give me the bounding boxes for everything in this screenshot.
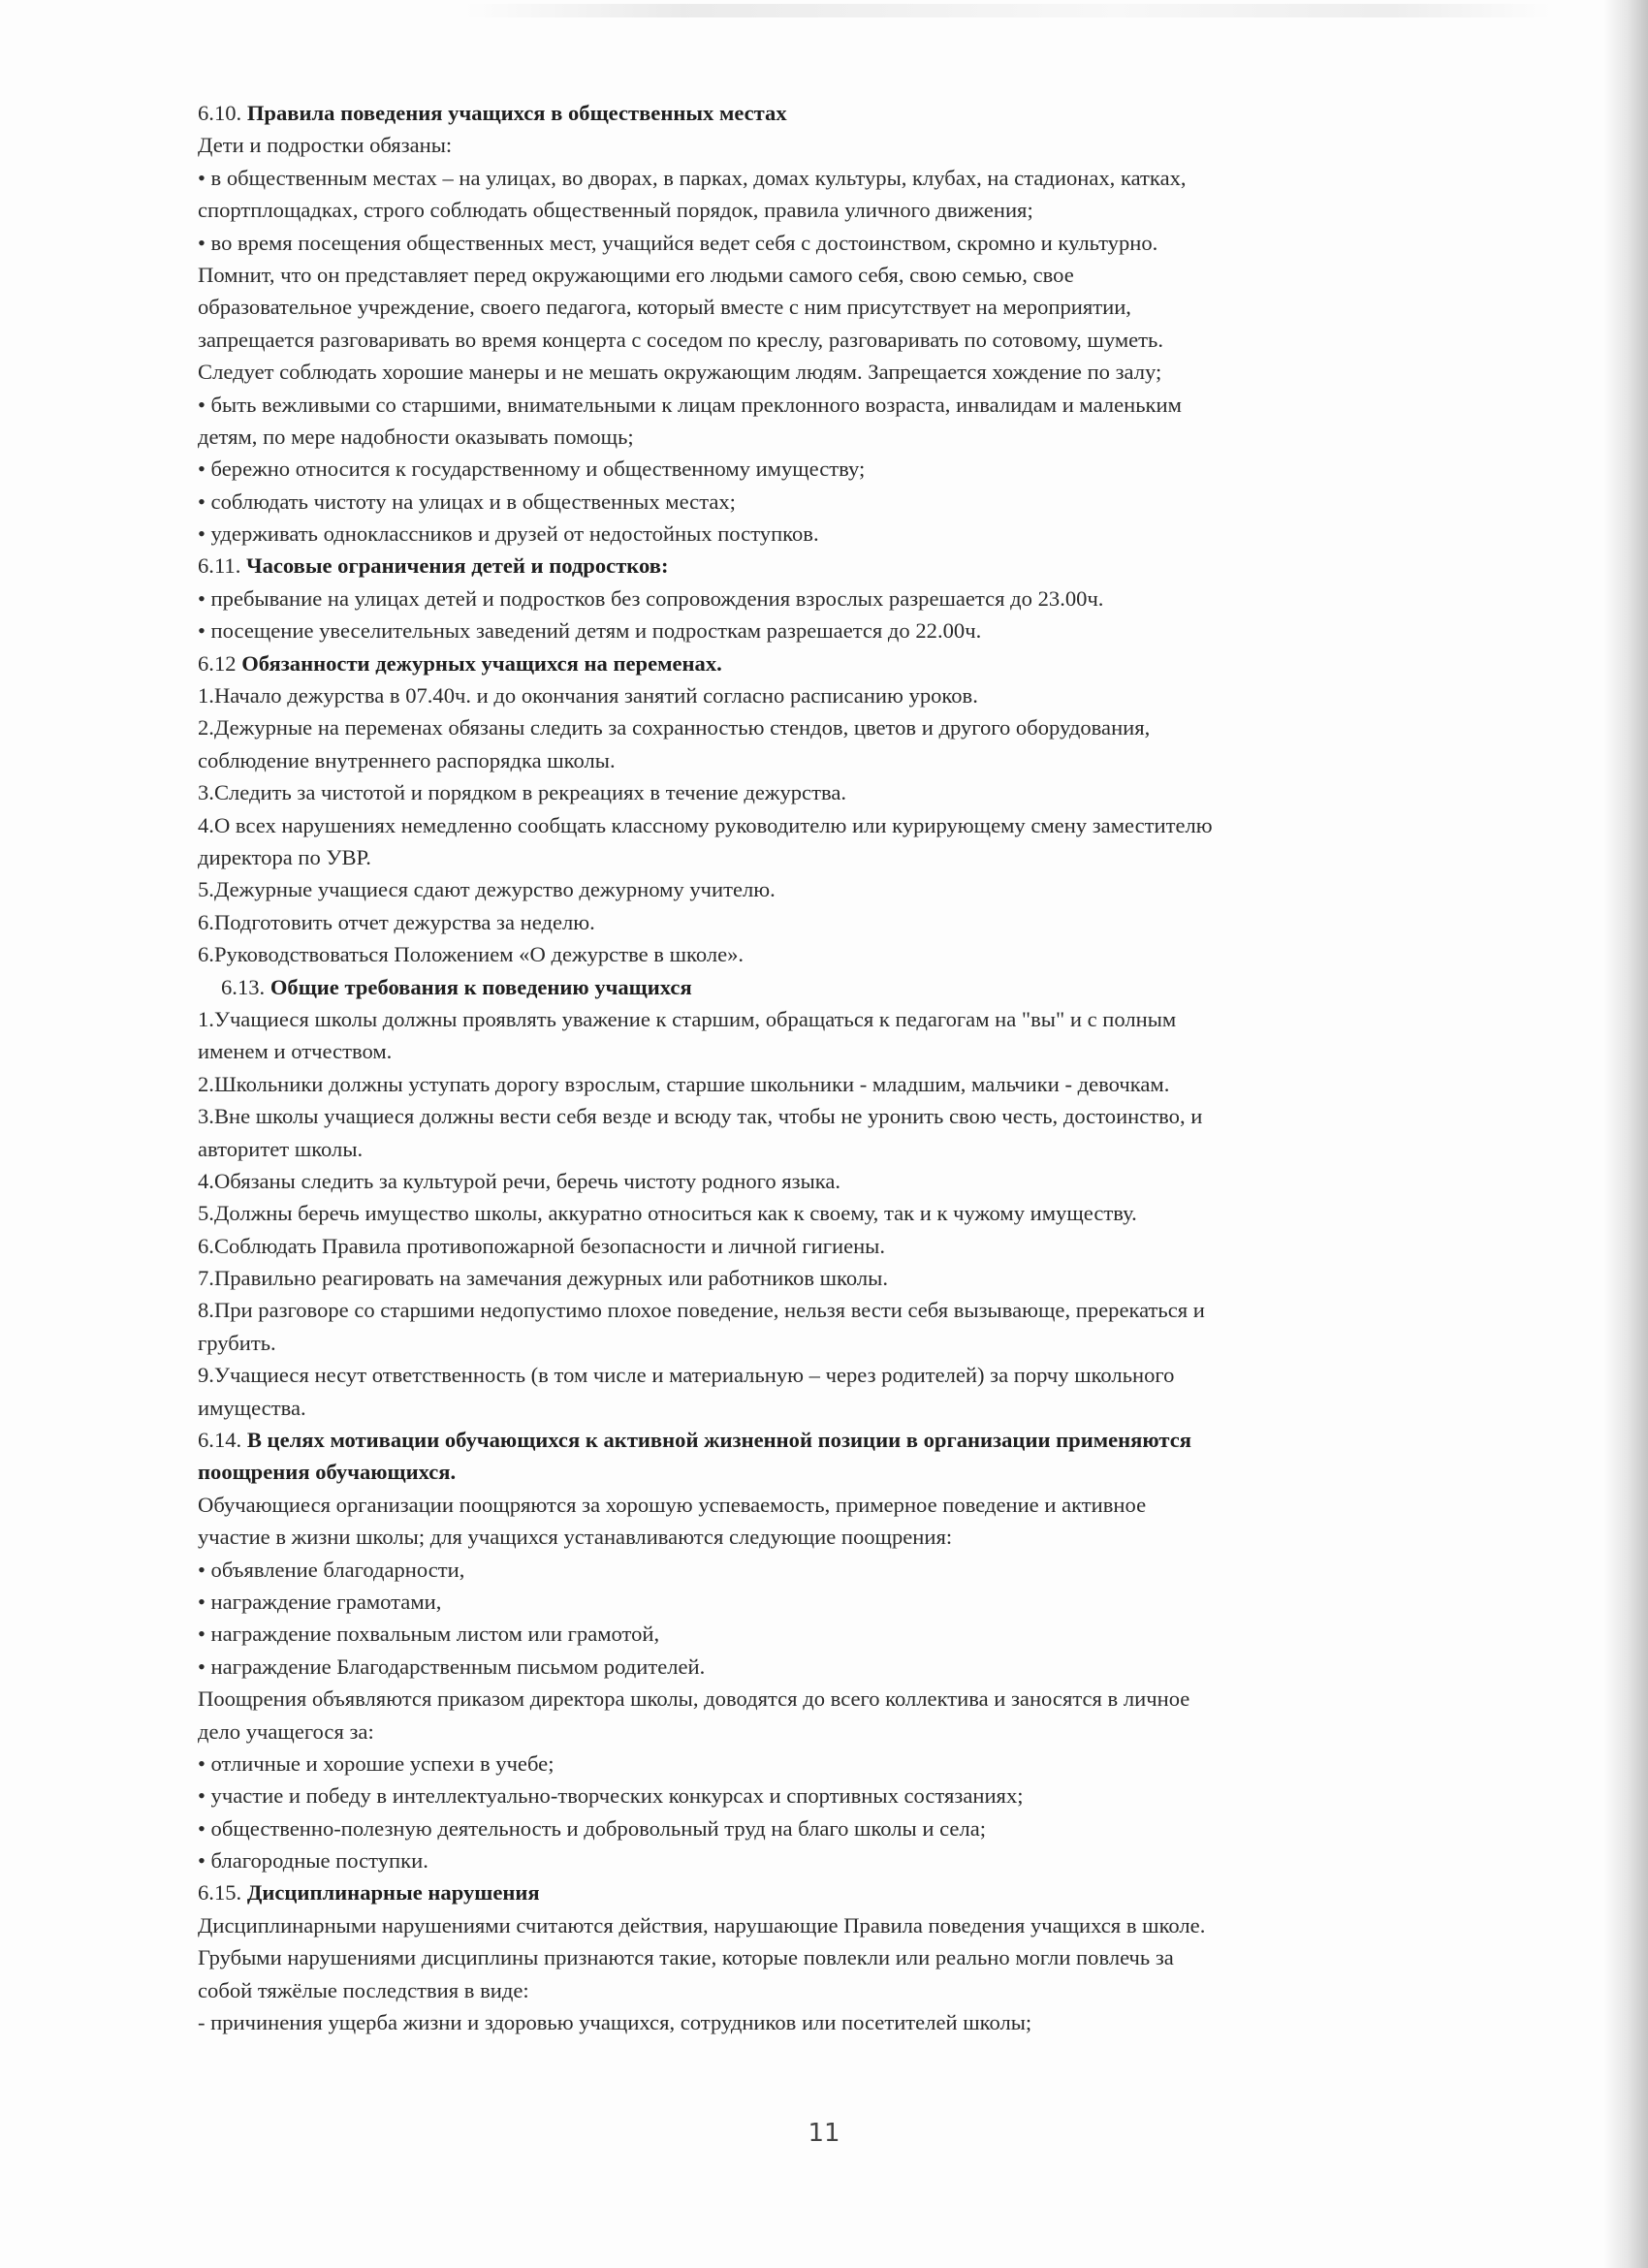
text-line bbox=[198, 1035, 1458, 1067]
line-text: • объявление благодарности, bbox=[198, 1557, 465, 1582]
text-line bbox=[198, 421, 1458, 453]
text-line bbox=[198, 1909, 1458, 1941]
line-text: спортплощадках, строго соблюдать общественный порядок, правила уличного движения; bbox=[198, 198, 1033, 223]
line-text: • участие и победу в интеллектуально-творческих конкурсах и спортивных состязаниях; bbox=[198, 1783, 1024, 1809]
section-heading bbox=[198, 1456, 1458, 1488]
line-text: • отличные и хорошие успехи в учебе; bbox=[198, 1750, 555, 1776]
line-text: грубить. bbox=[198, 1330, 276, 1355]
text-line bbox=[198, 129, 1458, 161]
page-edge-shadow bbox=[1603, 0, 1648, 2268]
line-text: • во время посещения общественных мест, учащийся ведет себя с достоинством, скромно и культурно. bbox=[198, 230, 1158, 255]
line-text: 4.Обязаны следить за культурой речи, беречь чистоту родного языка. bbox=[198, 1168, 841, 1193]
text-line bbox=[198, 291, 1458, 323]
line-text: • в общественным местах – на улицах, во дворах, в парках, домах культуры, клубах, на стадионах, катках, bbox=[198, 165, 1187, 190]
text-line bbox=[198, 809, 1458, 841]
section-title: Часовые ограничения детей и подростков: bbox=[246, 553, 669, 579]
line-text: директора по УВР. bbox=[198, 844, 371, 869]
section-title: Дисциплинарные нарушения bbox=[246, 1880, 540, 1906]
line-text: Грубыми нарушениями дисциплины признаются такие, которые повлекли или реально могли повлечь за bbox=[198, 1945, 1174, 1970]
line-text: собой тяжёлые последствия в виде: bbox=[198, 1977, 529, 2002]
document-body bbox=[198, 97, 1458, 2038]
section-heading bbox=[198, 1424, 1458, 1456]
text-line bbox=[198, 1068, 1458, 1100]
text-line bbox=[198, 1780, 1458, 1811]
text-line bbox=[198, 1392, 1458, 1424]
line-text: дело учащегося за: bbox=[198, 1718, 374, 1744]
text-line bbox=[198, 906, 1458, 938]
text-line bbox=[198, 356, 1458, 388]
section-heading bbox=[198, 1876, 1458, 1908]
line-text: Дети и подростки обязаны: bbox=[198, 133, 453, 158]
text-line bbox=[198, 1716, 1458, 1748]
line-text: 6.Соблюдать Правила противопожарной безопасности и личной гигиены. bbox=[198, 1233, 886, 1258]
text-line bbox=[198, 227, 1458, 259]
text-line bbox=[198, 1133, 1458, 1165]
text-line bbox=[198, 1327, 1458, 1359]
text-line bbox=[198, 1554, 1458, 1586]
section-title: Общие требования к поведению учащихся bbox=[269, 974, 692, 999]
line-text: 1.Начало дежурства в 07.40ч. и до окончания занятий согласно расписанию уроков. bbox=[198, 683, 978, 709]
text-line bbox=[198, 162, 1458, 194]
text-line bbox=[198, 1618, 1458, 1650]
text-line bbox=[198, 1165, 1458, 1197]
line-text: • соблюдать чистоту на улицах и в общественных местах; bbox=[198, 488, 736, 514]
text-line bbox=[198, 1489, 1458, 1521]
section-number: 6.10. bbox=[198, 101, 247, 125]
line-text: • удерживать одноклассников и друзей от недостойных поступков. bbox=[198, 521, 819, 547]
text-line bbox=[198, 194, 1458, 226]
scan-edge-marks bbox=[465, 4, 1551, 17]
text-line bbox=[198, 1748, 1458, 1780]
text-line bbox=[198, 324, 1458, 356]
section-heading bbox=[198, 550, 1458, 582]
text-line bbox=[198, 486, 1458, 518]
text-line bbox=[198, 1294, 1458, 1326]
text-line bbox=[198, 711, 1458, 743]
text-line bbox=[198, 1651, 1458, 1683]
text-line bbox=[198, 518, 1458, 550]
text-line bbox=[198, 389, 1458, 421]
text-line bbox=[198, 1812, 1458, 1844]
text-line bbox=[198, 744, 1458, 776]
line-text: 8.При разговоре со старшими недопустимо плохое поведение, нельзя вести себя вызывающе, пререкаться и bbox=[198, 1298, 1205, 1323]
section-number: 6.14. bbox=[198, 1428, 247, 1453]
line-text: участие в жизни школы; для учащихся устанавливаются следующие поощрения: bbox=[198, 1525, 953, 1550]
line-text: 7.Правильно реагировать на замечания дежурных или работников школы. bbox=[198, 1266, 888, 1291]
text-line bbox=[198, 1521, 1458, 1553]
text-line bbox=[198, 1359, 1458, 1391]
text-line bbox=[198, 938, 1458, 970]
line-text: 2.Школьники должны уступать дорогу взрослым, старшие школьники - младшим, мальчики - девочкам. bbox=[198, 1071, 1170, 1096]
text-line bbox=[198, 776, 1458, 808]
line-text: авторитет школы. bbox=[198, 1136, 364, 1161]
line-text: Дисциплинарными нарушениями считаются действия, нарушающие Правила поведения учащихся в школе. bbox=[198, 1912, 1206, 1937]
text-line bbox=[198, 614, 1458, 646]
line-text: • награждение Благодарственным письмом родителей. bbox=[198, 1654, 706, 1679]
text-line bbox=[198, 1683, 1458, 1715]
text-line bbox=[198, 453, 1458, 485]
line-text: • бережно относится к государственному и общественному имуществу; bbox=[198, 457, 866, 482]
section-heading bbox=[198, 97, 1458, 129]
line-text: имущества. bbox=[198, 1395, 306, 1420]
line-text: запрещается разговаривать во время концерта с соседом по креслу, разговаривать по сотовому, шуметь. bbox=[198, 327, 1163, 352]
section-title: Обязанности дежурных учащихся на переменах. bbox=[241, 650, 722, 676]
text-line bbox=[198, 1941, 1458, 1973]
line-text: 5.Должны беречь имущество школы, аккуратно относиться как к своему, так и к чужому имуществу. bbox=[198, 1201, 1137, 1226]
line-text: • быть вежливыми со старшими, внимательными к лицам преклонного возраста, инвалидам и маленьким bbox=[198, 392, 1182, 417]
text-line bbox=[198, 1100, 1458, 1132]
line-text: • пребывание на улицах детей и подростков без сопровождения взрослых разрешается до 23.00ч. bbox=[198, 585, 1104, 611]
section-heading bbox=[198, 971, 1458, 1003]
text-line bbox=[198, 1197, 1458, 1229]
text-line bbox=[198, 1262, 1458, 1294]
line-text: Помнит, что он представляет перед окружающими его людьми самого себя, свою семью, свое bbox=[198, 262, 1074, 287]
line-text: - причинения ущерба жизни и здоровью учащихся, сотрудников или посетителей школы; bbox=[198, 2010, 1032, 2035]
section-title: поощрения обучающихся. bbox=[198, 1460, 457, 1485]
line-text: • награждение грамотами, bbox=[198, 1589, 442, 1614]
text-line bbox=[198, 2006, 1458, 2038]
line-text: 2.Дежурные на переменах обязаны следить за сохранностью стендов, цветов и другого оборудования, bbox=[198, 715, 1151, 740]
text-line bbox=[198, 679, 1458, 711]
text-line bbox=[198, 1844, 1458, 1876]
text-line bbox=[198, 1003, 1458, 1035]
line-text: детям, по мере надобности оказывать помощь; bbox=[198, 424, 634, 449]
section-heading bbox=[198, 647, 1458, 679]
section-number: 6.12 bbox=[198, 650, 242, 676]
text-line bbox=[198, 259, 1458, 291]
line-text: 3.Вне школы учащиеся должны вести себя везде и всюду так, чтобы не уронить свою честь, достоинство, и bbox=[198, 1104, 1203, 1129]
text-line bbox=[198, 1230, 1458, 1262]
line-text: 5.Дежурные учащиеся сдают дежурство дежурному учителю. bbox=[198, 877, 776, 902]
line-text: Поощрения объявляются приказом директора школы, доводятся до всего коллектива и заносятся в личное bbox=[198, 1686, 1190, 1712]
line-text: соблюдение внутреннего распорядка школы. bbox=[198, 747, 616, 772]
section-number: 6.15. bbox=[198, 1880, 247, 1906]
line-text: образовательное учреждение, своего педагога, который вместе с ним присутствует на мероприятии, bbox=[198, 295, 1131, 320]
line-text: 4.О всех нарушениях немедленно сообщать классному руководителю или курирующему смену заместителю bbox=[198, 812, 1213, 837]
line-text: 6.Руководствоваться Положением «О дежурстве в школе». bbox=[198, 942, 745, 967]
section-number: 6.11. bbox=[198, 553, 246, 579]
line-text: 6.Подготовить отчет дежурства за неделю. bbox=[198, 909, 595, 934]
section-title: В целях мотивации обучающихся к активной жизненной позиции в организации применяются bbox=[246, 1428, 1191, 1453]
text-line bbox=[198, 841, 1458, 873]
text-line bbox=[198, 583, 1458, 614]
line-text: 1.Учащиеся школы должны проявлять уважение к старшим, обращаться к педагогам на "вы" и с полным bbox=[198, 1006, 1177, 1031]
section-number: 6.13. bbox=[221, 974, 270, 999]
line-text: именем и отчеством. bbox=[198, 1039, 393, 1064]
line-text: • посещение увеселительных заведений детям и подросткам разрешается до 22.00ч. bbox=[198, 618, 982, 644]
text-line bbox=[198, 1974, 1458, 2006]
line-text: • благородные поступки. bbox=[198, 1848, 428, 1874]
text-line bbox=[198, 1586, 1458, 1618]
section-title: Правила поведения учащихся в общественных местах bbox=[246, 101, 787, 125]
line-text: 3.Следить за чистотой и порядком в рекреациях в течение дежурства. bbox=[198, 780, 847, 805]
line-text: 9.Учащиеся несут ответственность (в том числе и материальную – через родителей) за порчу школьного bbox=[198, 1363, 1175, 1388]
line-text: Обучающиеся организации поощряются за хорошую успеваемость, примерное поведение и активное bbox=[198, 1492, 1147, 1517]
line-text: • награждение похвальным листом или грамотой, bbox=[198, 1622, 660, 1647]
text-line bbox=[198, 873, 1458, 905]
line-text: Следует соблюдать хорошие манеры и не мешать окружающим людям. Запрещается хождение по залу; bbox=[198, 360, 1162, 385]
page-number: 11 bbox=[808, 2119, 840, 2148]
line-text: • общественно-полезную деятельность и добровольный труд на благо школы и села; bbox=[198, 1815, 987, 1841]
